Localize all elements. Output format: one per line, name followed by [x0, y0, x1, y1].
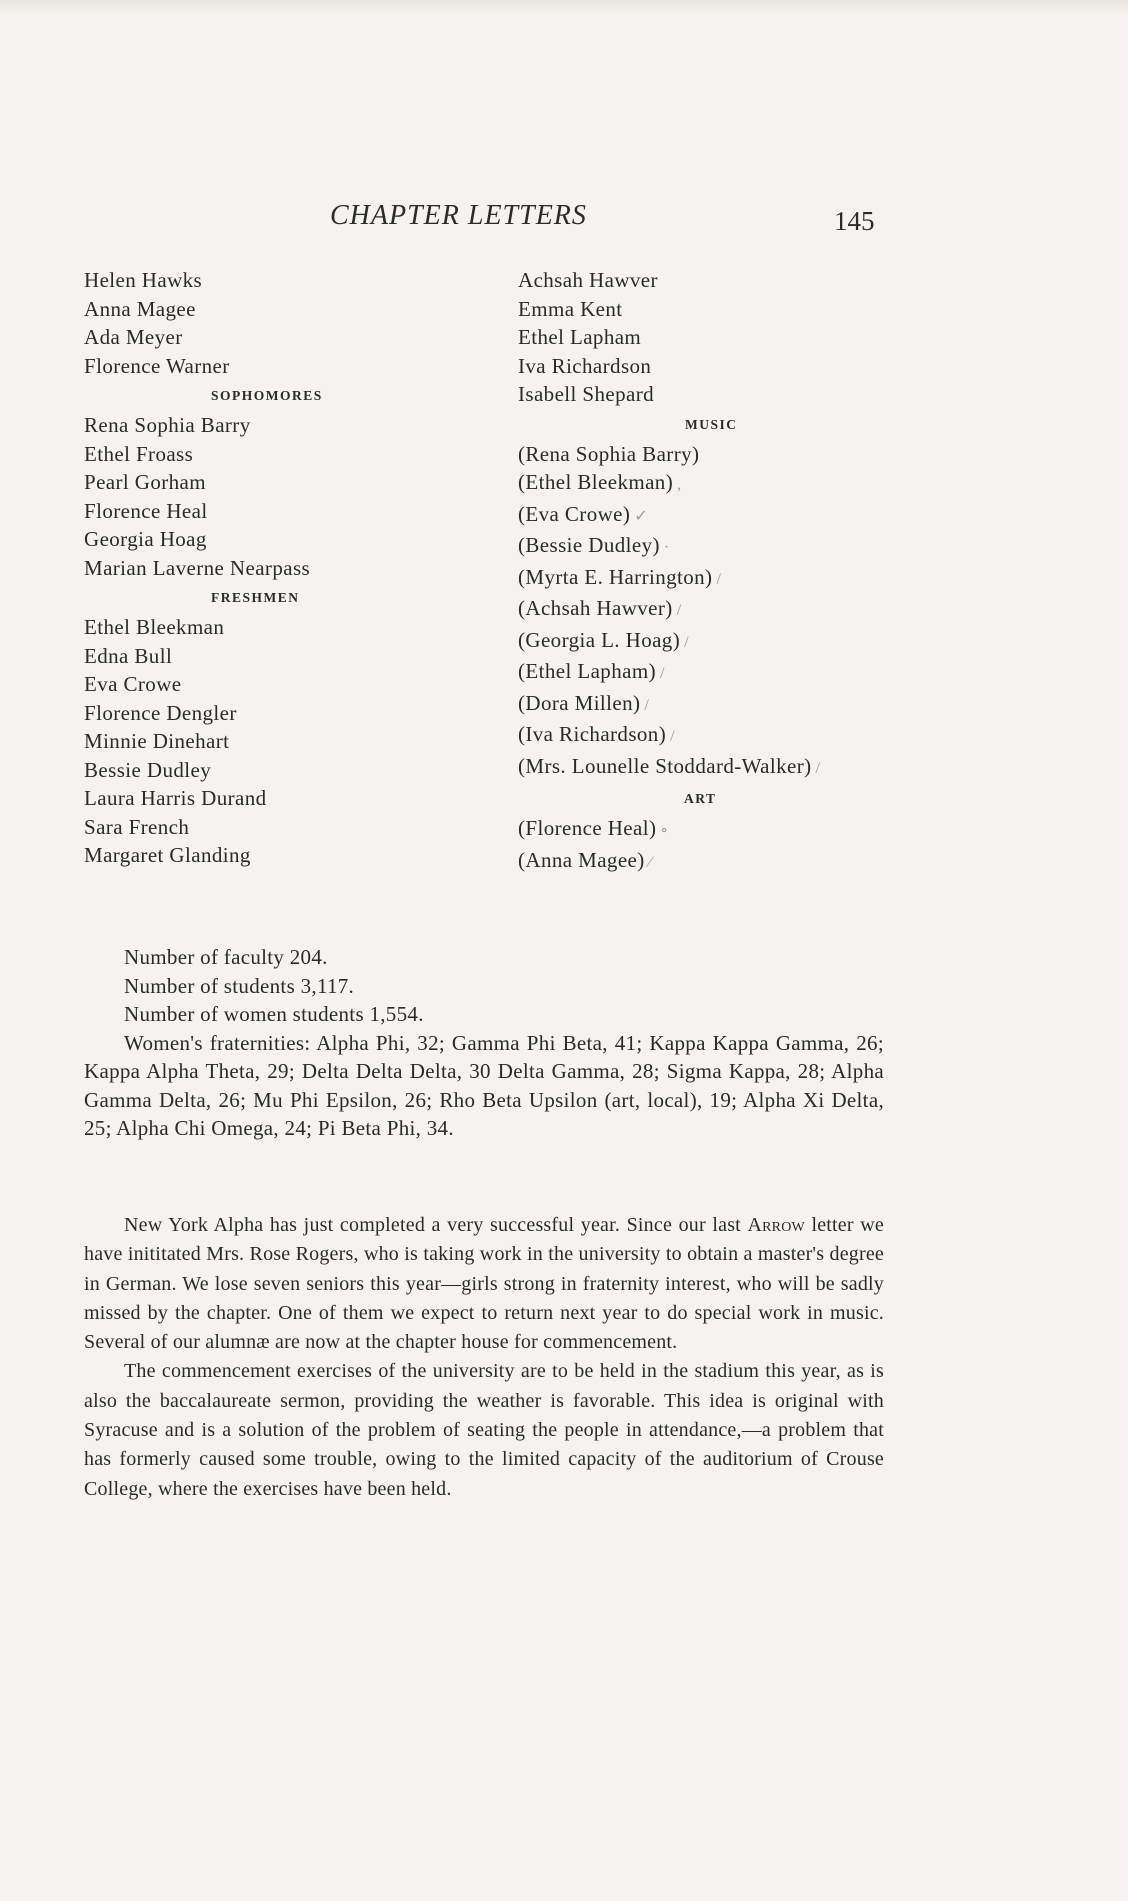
- letter-paragraph: [84, 1211, 884, 1357]
- scan-edge: [0, 0, 1128, 14]
- list-item-text: (Achsah Hawver): [518, 596, 673, 620]
- statistics-block: [84, 943, 884, 1143]
- list-item: [518, 846, 938, 878]
- chapter-letter-body: [84, 1211, 884, 1504]
- list-item: Rena Sophia Barry: [84, 413, 251, 437]
- letter-text: New York Alpha has just completed a very successful year. Since our last: [124, 1214, 748, 1236]
- list-item: Ethel Bleekman: [84, 615, 225, 639]
- list-item-text: (Ethel Bleekman): [518, 470, 674, 494]
- pencil-mark-icon: /: [659, 665, 665, 682]
- freshmen-heading: FRESHMEN: [211, 590, 300, 605]
- list-item: Margaret Glanding: [84, 843, 251, 867]
- list-item: Florence Warner: [84, 353, 230, 378]
- list-item: Ada Meyer: [84, 325, 183, 349]
- list-item-text: (Georgia L. Hoag): [518, 627, 681, 652]
- list-item: Minnie Dinehart: [84, 729, 230, 753]
- pencil-mark-icon: ✓: [634, 507, 649, 525]
- list-item-text: (Florence Heal): [518, 816, 657, 840]
- arrow-magazine-name: Arrow: [747, 1214, 805, 1236]
- list-item: Laura Harris Durand: [84, 786, 267, 810]
- list-item: Anna Magee: [84, 296, 196, 321]
- women-students-count: Number of women students 1,554.: [124, 1002, 424, 1026]
- list-item-text: (Iva Richardson): [518, 722, 667, 746]
- students-count: Number of students 3,117.: [124, 973, 355, 998]
- list-item: [518, 500, 938, 532]
- list-item: Bessie Dudley: [84, 757, 212, 782]
- list-item: [518, 440, 938, 469]
- pencil-mark-icon: /: [670, 728, 675, 745]
- sophomores-list: [84, 411, 504, 582]
- list-item: Florence Dengler: [84, 700, 237, 725]
- list-item: Iva Richardson: [518, 353, 652, 378]
- list-item: Sara French: [84, 814, 190, 839]
- list-item-text: (Rena Sophia Barry): [518, 441, 700, 466]
- list-item: [518, 594, 938, 626]
- list-item-text: (Bessie Dudley): [518, 533, 660, 557]
- left-column: [84, 266, 504, 870]
- faculty-count: Number of faculty 204.: [124, 945, 328, 969]
- fraternities-paragraph: Women's fraternities: Alpha Phi, 32; Gamma Phi Beta, 41; Kappa Kappa Gamma, 26; Kappa Alpha Theta, 29; Delta Delta Delta, 30 Delta Gamma, 28; Sigma Kappa, 28; Alpha Gamma Delta, 26; Mu Phi Epsilon, 26; Rho Beta Upsilon (art, local), 19; Alpha Xi Delta, 25; Alpha Chi Omega, 24; Pi Beta Phi, 34.: [84, 1030, 884, 1140]
- pencil-mark-icon: ·: [663, 539, 670, 556]
- running-title: CHAPTER LETTERS: [330, 200, 587, 231]
- list-item: [518, 531, 938, 563]
- freshmen-list: [84, 613, 504, 870]
- list-item: Helen Hawks: [84, 268, 203, 292]
- pencil-mark-icon: /: [716, 570, 722, 588]
- seniors-list: [84, 266, 504, 380]
- list-item: [518, 657, 938, 689]
- list-item: [518, 814, 938, 846]
- art-list: [518, 814, 938, 877]
- pencil-mark-icon: ,: [677, 476, 682, 493]
- right-column: [518, 266, 938, 877]
- list-item-text: (Ethel Lapham): [518, 659, 656, 683]
- list-item: [518, 626, 938, 658]
- pencil-mark-icon: /: [644, 696, 650, 714]
- music-heading: MUSIC: [685, 416, 738, 432]
- list-item-text: (Eva Crowe): [518, 501, 631, 526]
- list-item: Marian Laverne Nearpass: [84, 555, 311, 580]
- list-item: Achsah Hawver: [518, 268, 658, 292]
- letter-text: letter we have inititated Mrs. Rose Rogers, who is taking work in the university to obtain a master's degree in German. We lose seven seniors this year—girls strong in fraternity interest, who will be sadly missed by the chapter. One of them we expect to return next year to do special work in music. Several of our alumnæ are now at the chapter house for commencement.: [84, 1214, 884, 1354]
- list-item: [518, 689, 938, 721]
- pencil-mark-icon: ∘: [660, 822, 669, 839]
- pencil-mark-icon: /: [684, 633, 689, 651]
- list-item: Pearl Gorham: [84, 470, 207, 494]
- list-item: Eva Crowe: [84, 672, 182, 696]
- sophomores-heading: SOPHOMORES: [211, 388, 323, 403]
- list-item: Emma Kent: [518, 296, 623, 321]
- list-item: [518, 563, 938, 595]
- page-number: 145: [834, 206, 875, 236]
- list-item-text: (Anna Magee): [518, 847, 645, 872]
- pencil-mark-icon: /: [815, 759, 821, 777]
- list-item: [518, 752, 938, 784]
- list-item: Georgia Hoag: [84, 527, 207, 551]
- art-heading: ART: [684, 791, 717, 806]
- list-item-text: (Mrs. Lounelle Stoddard-Walker): [518, 753, 812, 778]
- list-item-text: (Myrta E. Harrington): [518, 564, 713, 589]
- music-list: [518, 440, 938, 784]
- list-item: [518, 468, 938, 500]
- pencil-mark-icon: /: [676, 602, 682, 619]
- freshmen-continued-list: [518, 266, 938, 409]
- list-item: [518, 720, 938, 752]
- pencil-mark-icon: ⁄: [648, 853, 652, 871]
- list-item: Florence Heal: [84, 498, 208, 523]
- list-item: Ethel Lapham: [518, 325, 642, 349]
- list-item: Edna Bull: [84, 643, 173, 668]
- list-item-text: (Dora Millen): [518, 690, 641, 715]
- list-item: Isabell Shepard: [518, 382, 655, 406]
- list-item: Ethel Froass: [84, 441, 194, 466]
- letter-paragraph: The commencement exercises of the university are to be held in the stadium this year, as is also the baccalaureate sermon, providing the weather is favorable. This idea is original with Syracuse and is a solution of the problem of seating the people in attendance,—a problem that has formerly caused some trouble, owing to the limited capacity of the auditorium of Crouse College, where the exercises have been held.: [84, 1360, 884, 1500]
